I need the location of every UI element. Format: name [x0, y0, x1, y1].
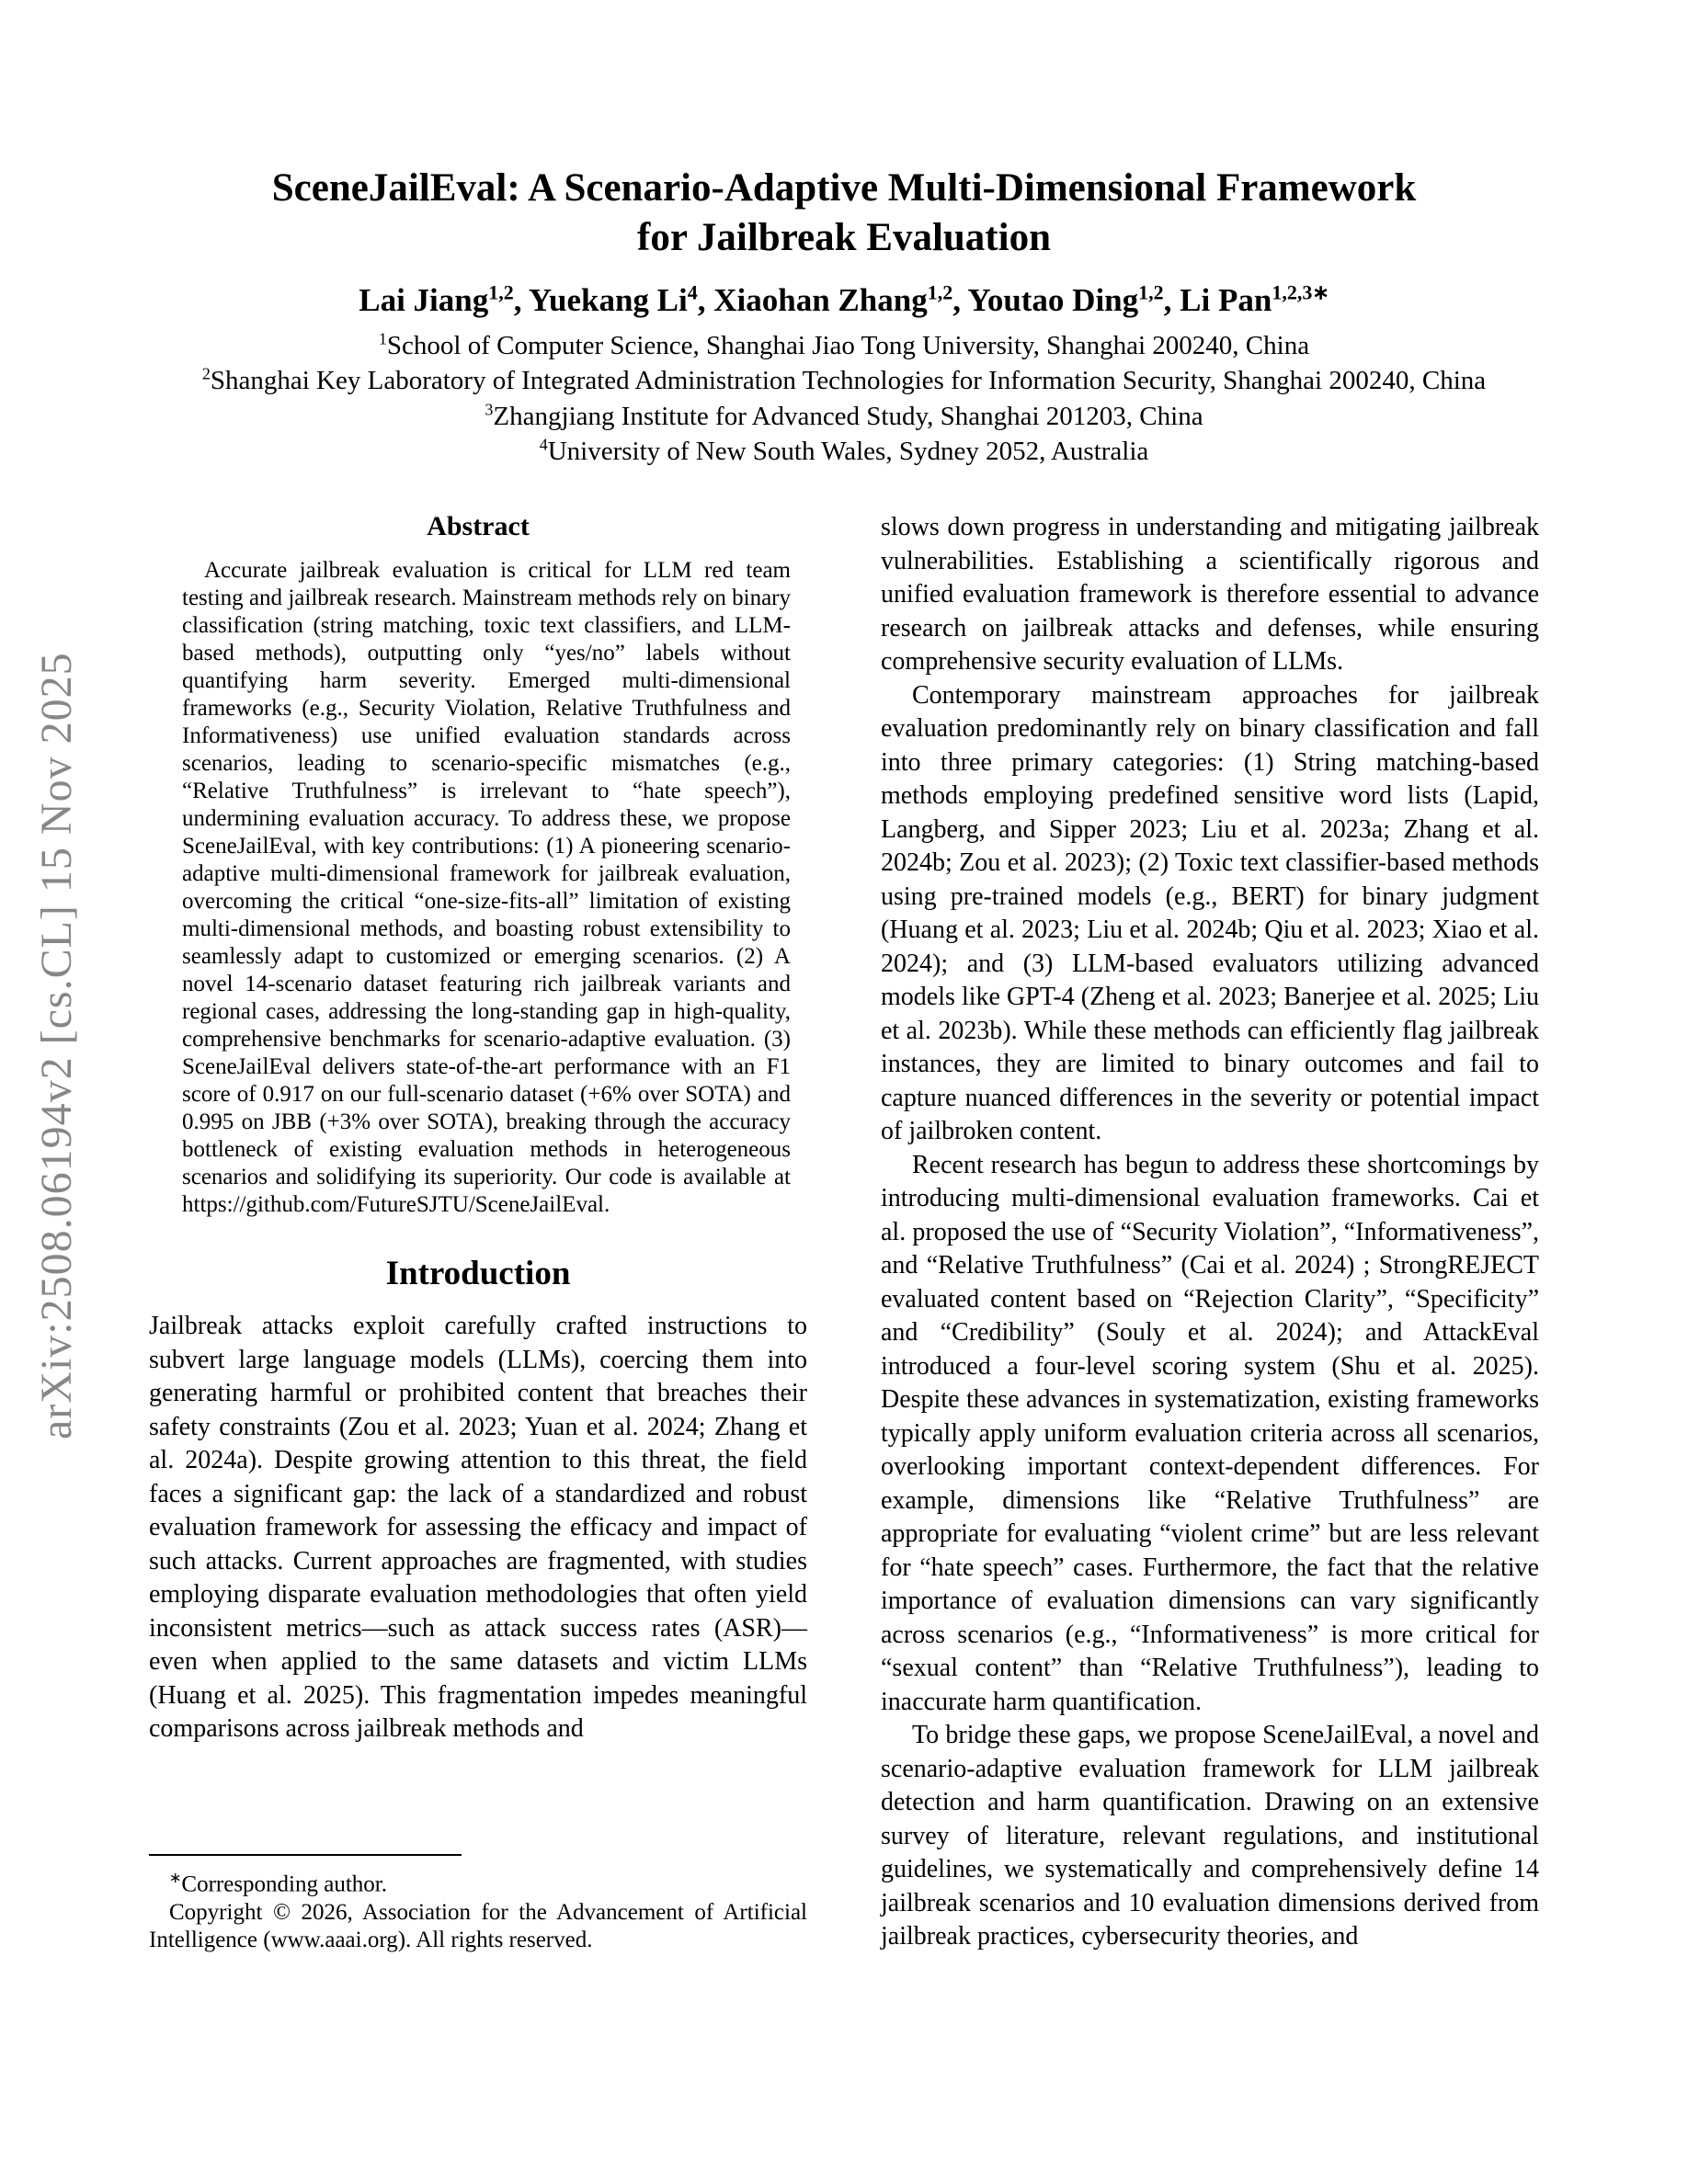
left-column: [149, 511, 807, 1954]
affiliation-block: [55, 328, 1633, 469]
author-4: , Youtao Ding$^{1,2}$: [952, 280, 1164, 319]
author-2: , Yuekang Li$^4$: [513, 280, 698, 319]
section-heading-introduction: Introduction: [385, 1255, 571, 1293]
footnote-star: ∗: [169, 1871, 182, 1887]
body-paragraph-3: Recent research has begun to address these shortcomings by introducing multi-dimensional evaluation frameworks. Cai et al. proposed the use of “Security Violation”, “Informativeness”, and “Relative Truthfulness” (Cai et al. 2024) ; StrongREJECT evaluated content based on “Rejection Clarity”, “Specificity” and “Credibility” (Souly et al. 2024); and AttackEval introduced a four-level scoring system (Shu et al. 2025). Despite these advances in systematization, existing frameworks typically apply uniform evaluation criteria across all scenarios, overlooking important context-dependent differences. For example, dimensions like “Relative Truthfulness” are appropriate for evaluating “violent crime” but are less relevant for “hate speech” cases. Furthermore, the fact that the relative importance of evaluation dimensions can vary significantly across scenarios (e.g., “Informativeness” is more critical for “sexual content” than “Relative Truthfulness”), leading to inaccurate harm quantification.: [881, 1150, 1539, 1716]
affiliation-3-mark: 3: [485, 400, 494, 419]
author-1-affil-marks: 1,2: [488, 280, 514, 304]
footnote-rule: [149, 1854, 462, 1856]
author-1: Lai Jiang$^{1,2}$: [359, 280, 514, 319]
affiliation-line-3: $^3$Zhangjiang Institute for Advanced Study, Shanghai 201203, China: [485, 400, 1203, 431]
body-paragraph-1: slows down progress in understanding and mitigating jailbreak vulnerabilities. Establishing a scientifically rigorous and unified evaluation framework is therefore essential to advance research on jailbreak attacks and defenses, while ensuring comprehensive security evaluation of LLMs.: [881, 513, 1539, 677]
author-3: , Xiaohan Zhang$^{1,2}$: [697, 280, 953, 319]
author-line: [55, 281, 1633, 320]
affiliation-4-mark: 4: [539, 435, 548, 454]
title-line-2: for Jailbreak Evaluation: [637, 215, 1051, 259]
author-5-affil-marks: 1,2,3∗: [1272, 280, 1329, 304]
affiliation-2-mark: 2: [201, 364, 211, 383]
body-paragraph-4: To bridge these gaps, we propose SceneJailEval, a novel and scenario-adaptive evaluation framework for LLM jailbreak detection and harm quantification. Drawing on an extensive survey of literature, relevant regulations, and institutional guidelines, we systematically and comprehensively define 14 jailbreak scenarios and 10 evaluation dimensions derived from jailbreak practices, cybersecurity theories, and: [881, 1721, 1539, 1951]
body-paragraph-2: Contemporary mainstream approaches for jailbreak evaluation predominantly rely on binary classification and fall into three primary categories: (1) String matching-based methods employing predefined sensitive word lists (Lapid, Langberg, and Sipper 2023; Liu et al. 2023a; Zhang et al. 2024b; Zou et al. 2023); (2) Toxic text classifier-based methods using pre-trained models (e.g., BERT) for binary judgment (Huang et al. 2023; Liu et al. 2024b; Qiu et al. 2023; Xiao et al. 2024); and (3) LLM-based evaluators utilizing advanced models like GPT-4 (Zheng et al. 2023; Banerjee et al. 2025; Liu et al. 2023b). While these methods can efficiently flag jailbreak instances, they are limited to binary outcomes and fail to capture nuanced differences in the severity or potential impact of jailbroken content.: [881, 680, 1539, 1146]
affiliation-1-mark: 1: [378, 329, 387, 348]
abstract-heading: Abstract: [427, 511, 530, 542]
introduction-paragraph-1: Jailbreak attacks exploit carefully crafted instructions to subvert large language models (LLMs), coercing them into generating harmful or prohibited content that breaches their safety constraints (Zou et al. 2023; Yuan et al. 2024; Zhang et al. 2024a). Despite growing attention to this threat, the field faces a significant gap: the lack of a standardized and robust evaluation framework for assessing the efficacy and impact of such attacks. Current approaches are fragmented, with studies employing disparate evaluation methodologies that often yield inconsistent metrics—such as attack success rates (ASR)—even when applied to the same datasets and victim LLMs (Huang et al. 2025). This fragmentation impedes meaningful comparisons across jailbreak methods and: [149, 1312, 807, 1744]
footnote-copyright: Copyright © 2026, Association for the Advancement of Artificial Intelligence (www.aaai.org). All rights reserved.: [149, 1899, 807, 1952]
paper-header: [0, 0, 1688, 469]
author-2-affil-marks: 4: [687, 280, 698, 304]
author-5: , Li Pan$^{1,2,3∗}$: [1163, 280, 1329, 319]
footnote: [149, 1832, 807, 1953]
author-4-affil-marks: 1,2: [1138, 280, 1164, 304]
affiliation-line-1: $^1$School of Computer Science, Shanghai Jiao Tong University, Shanghai 200240, China: [378, 329, 1310, 361]
right-column: [881, 511, 1539, 1954]
affiliation-line-2: $^2$Shanghai Key Laboratory of Integrated Administration Technologies for Information Security, Shanghai 200240, China: [201, 364, 1487, 396]
abstract-text: Accurate jailbreak evaluation is critical for LLM red team testing and jailbreak research. Mainstream methods rely on binary classification (string matching, toxic text classifiers, and LLM-based methods), outputting only “yes/no” labels without quantifying harm severity. Emerged multi-dimensional frameworks (e.g., Security Violation, Relative Truthfulness and Informativeness) use unified evaluation standards across scenarios, leading to scenario-specific mismatches (e.g., “Relative Truthfulness” is irrelevant to “hate speech”), undermining evaluation accuracy. To address these, we propose SceneJailEval, with key contributions: (1) A pioneering scenario-adaptive multi-dimensional framework for jailbreak evaluation, overcoming the critical “one-size-fits-all” limitation of existing multi-dimensional methods, and boasting robust extensibility to seamlessly adapt to customized or emerging scenarios. (2) A novel 14-scenario dataset featuring rich jailbreak variants and regional cases, addressing the long-standing gap in high-quality, comprehensive benchmarks for scenario-adaptive evaluation. (3) SceneJailEval delivers state-of-the-art performance with an F1 score of 0.917 on our full-scenario dataset (+6% over SOTA) and 0.995 on JBB (+3% over SOTA), breaking through the accuracy bottleneck of existing evaluation methods in heterogeneous scenarios and solidifying its superiority. Our code is available at https://github.com/FutureSJTU/SceneJailEval.: [182, 558, 791, 1218]
two-column-body: [0, 511, 1688, 1954]
affiliation-line-4: $^4$University of New South Wales, Sydney 2052, Australia: [539, 435, 1149, 466]
arxiv-watermark: arXiv:2508.06194v2 [cs.CL] 15 Nov 2025: [32, 652, 81, 1439]
title-line-1: SceneJailEval: A Scenario-Adaptive Multi-Dimensional Framework: [271, 166, 1417, 210]
footnote-corresponding-author: ∗Corresponding author.: [169, 1871, 387, 1897]
author-3-affil-marks: 1,2: [927, 280, 953, 304]
paper-title: [55, 164, 1633, 263]
